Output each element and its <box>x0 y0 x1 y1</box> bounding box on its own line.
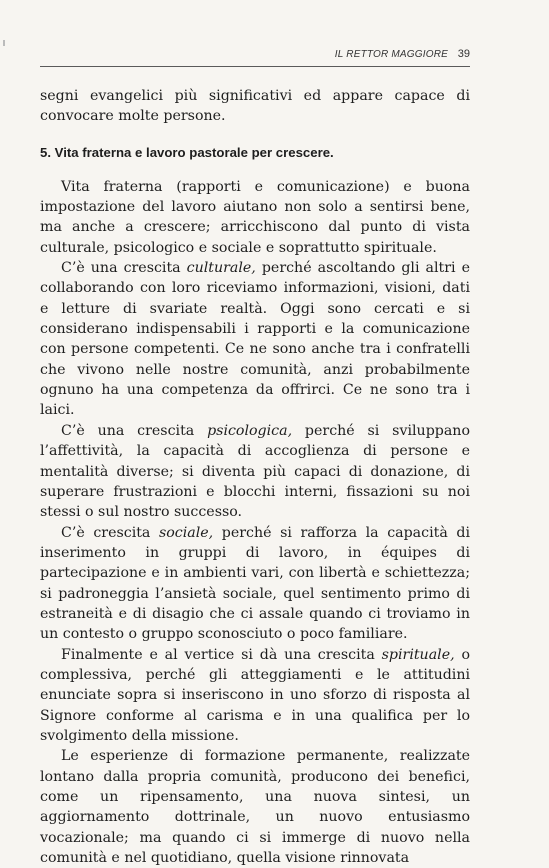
emphasis-culturale: culturale, <box>186 260 256 277</box>
text-run: C’è una crescita <box>61 260 187 277</box>
paragraph-formazione-permanente: Le esperienze di formazione permanente, realizzate lontano dalla propria comunità, producono dei benefici, come un ripensamento, una nuova sintesi, un aggiornamento dottrinale, un nuovo entusiasmo vocazionale; ma quando ci si immerge di nuovo nella comunità e nel quotidiano, quella visione rinnovata <box>40 748 470 867</box>
text-run: perché si sviluppano l’affettività, la capacità di accoglienza di persone e mentalità diverse; si diventa più capaci di donazione, di superare frustrazioni e blocchi interni, fissazioni su noi stessi o sul nostro successo. <box>40 422 470 521</box>
running-title: IL RETTOR MAGGIORE <box>334 49 448 60</box>
paragraph-crescita-spirituale <box>40 645 470 747</box>
paragraph-crescita-sociale <box>40 523 470 645</box>
text-run: C’è una crescita <box>61 422 208 439</box>
page-number: 39 <box>457 48 470 60</box>
page-edge-mark <box>3 40 5 46</box>
text-run: C’è crescita <box>61 524 159 541</box>
emphasis-psicologica: psicologica, <box>207 422 293 439</box>
paragraph-crescita-psicologica <box>40 421 470 523</box>
emphasis-sociale: sociale, <box>158 524 214 541</box>
body-text <box>40 86 470 868</box>
text-run: perché si rafforza la capacità di inserimento in gruppi di lavoro, in équipes di partecipazione e in ambienti vari, con libertà e schiettezza; si padroneggia l’ansietà sociale, quel sentimento primo di estraneità e di disagio che ci assale quando ci troviamo in un contesto o gruppo sconosciuto o poco familiare. <box>40 524 470 643</box>
paragraph-crescita-culturale <box>40 258 470 421</box>
running-header <box>40 40 470 67</box>
paragraph-vita-fraterna: Vita fraterna (rapporti e comunicazione) e buona impostazione del lavoro aiutano non solo a sentirsi bene, ma anche a crescere; arricchiscono dal punto di vista culturale, psicologico e sociale e soprattutto spirituale. <box>40 178 470 256</box>
section-heading: 5. Vita fraterna e lavoro pastorale per crescere. <box>40 144 334 160</box>
text-run: Finalmente e al vertice si dà una crescita <box>61 646 382 663</box>
paragraph-intro: segni evangelici più significativi ed appare capace di convocare molte persone. <box>40 88 470 125</box>
text-run: perché ascoltando gli altri e collaborando con loro riceviamo informazioni, visioni, dati e letture di svariate realtà. Oggi sono cercati e si considerano indispensabili i rapporti e la comunicazione con persone competenti. Ce ne sono anche tra i confratelli che vivono nelle nostre comunità, anzi probabilmente ognuno ha una competenza da offrirci. Ce ne sono tra i laici. <box>40 260 470 419</box>
text-run: o complessiva, perché gli atteggiamenti e le attitudini enunciate sopra si inseriscono in uno sforzo di risposta al Signore conforme al carisma e in una qualifica per lo svolgimento della missione. <box>40 646 470 744</box>
emphasis-spirituale: spirituale, <box>381 646 455 663</box>
